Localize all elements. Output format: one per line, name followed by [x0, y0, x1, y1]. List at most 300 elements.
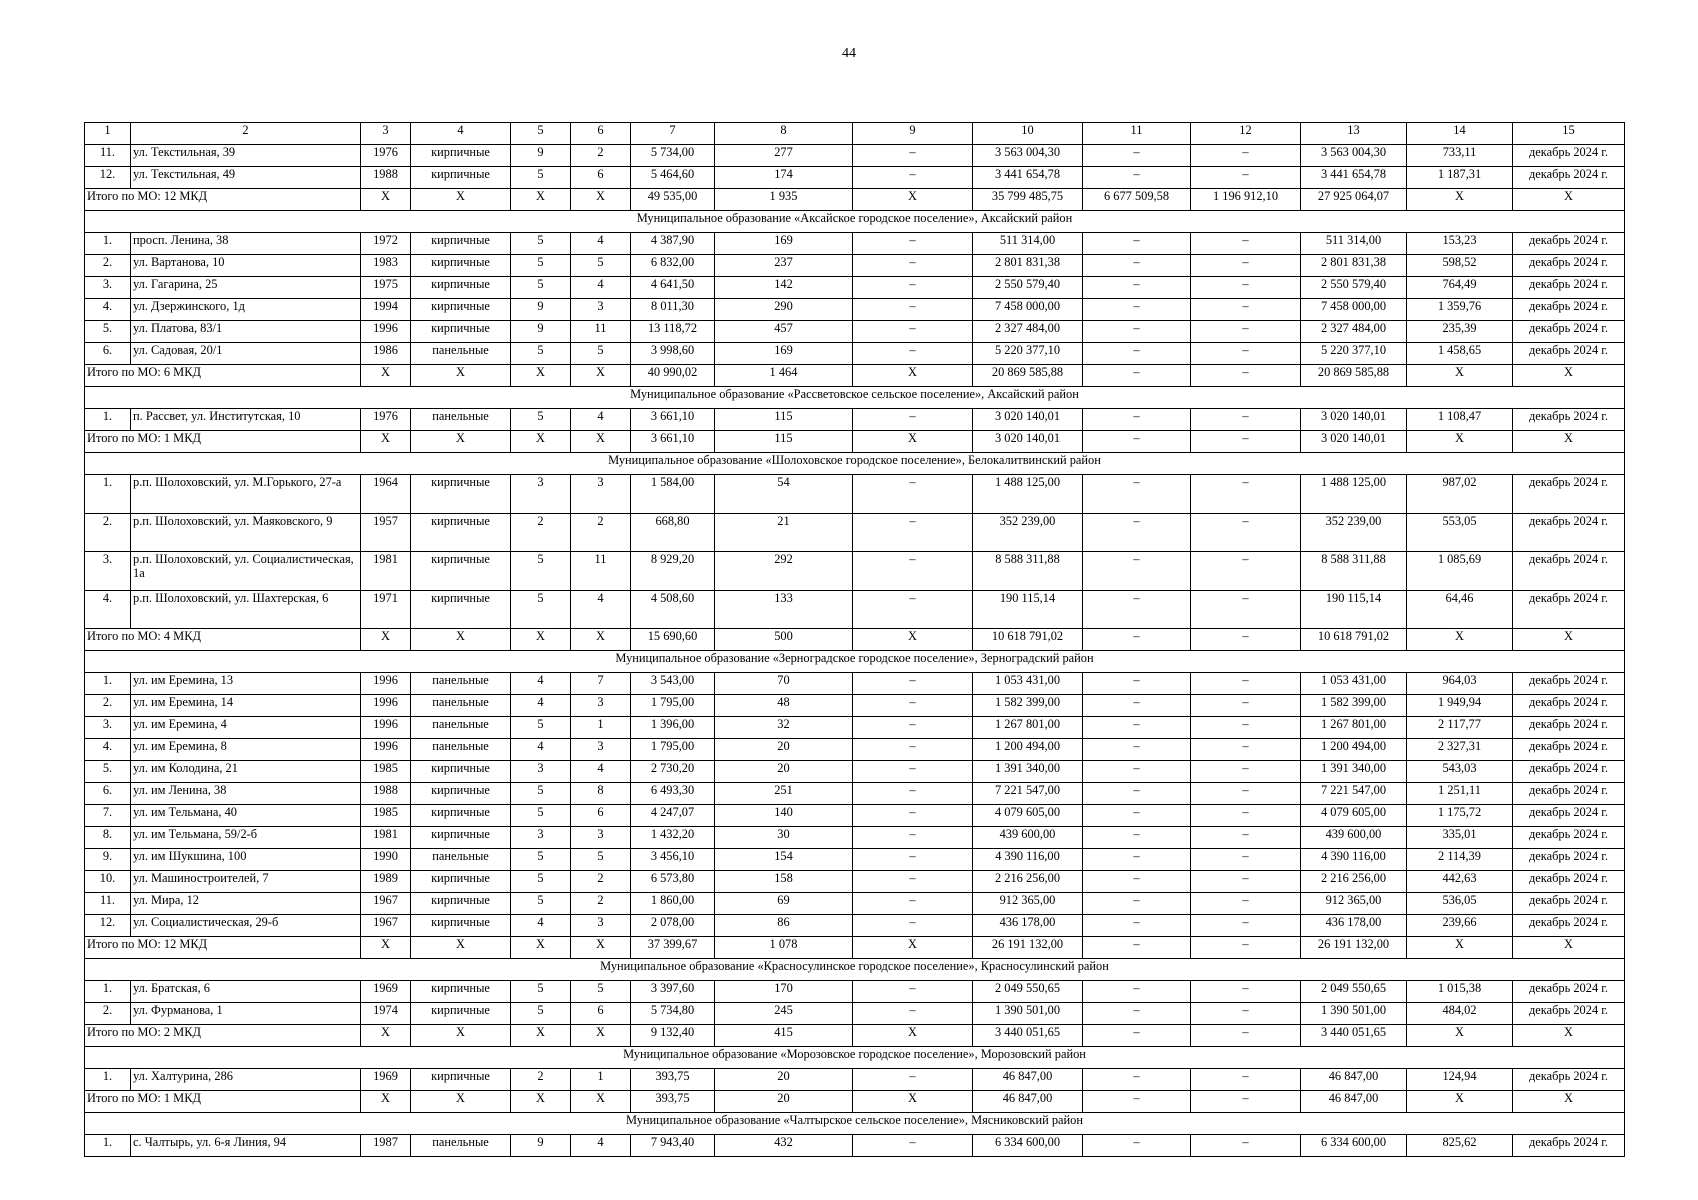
table-cell: 733,11 — [1407, 145, 1513, 167]
table-cell: 1 267 801,00 — [973, 717, 1083, 739]
table-cell: 2 216 256,00 — [973, 871, 1083, 893]
table-row — [85, 981, 1625, 1003]
total-cell: X — [853, 431, 973, 453]
table-cell: – — [1083, 1003, 1191, 1025]
address-cell: ул. им Еремина, 4 — [131, 717, 361, 739]
table-cell: декабрь 2024 г. — [1513, 321, 1625, 343]
table-cell: 3 441 654,78 — [1301, 167, 1407, 189]
table-cell: 6 573,80 — [631, 871, 715, 893]
table-cell: 5 — [511, 849, 571, 871]
table-cell: 2 550 579,40 — [973, 277, 1083, 299]
table-cell: 352 239,00 — [973, 513, 1083, 552]
column-number-cell: 2 — [131, 123, 361, 145]
table-row — [85, 739, 1625, 761]
table-cell: 5 — [571, 981, 631, 1003]
table-cell: кирпичные — [411, 513, 511, 552]
table-cell: 4 — [571, 1135, 631, 1157]
total-cell: X — [1407, 1091, 1513, 1113]
total-cell: 20 869 585,88 — [1301, 365, 1407, 387]
total-cell: 15 690,60 — [631, 629, 715, 651]
table-cell: – — [1191, 513, 1301, 552]
table-cell: панельные — [411, 695, 511, 717]
table-cell: 3 020 140,01 — [973, 409, 1083, 431]
address-cell: с. Чалтырь, ул. 6-я Линия, 94 — [131, 1135, 361, 1157]
table-cell: – — [1191, 761, 1301, 783]
total-cell: X — [411, 431, 511, 453]
table-cell: 1 795,00 — [631, 739, 715, 761]
total-cell: X — [411, 629, 511, 651]
table-cell: 1972 — [361, 233, 411, 255]
table-cell: – — [1083, 805, 1191, 827]
table-cell: 140 — [715, 805, 853, 827]
total-cell: X — [853, 1091, 973, 1113]
table-cell: – — [853, 673, 973, 695]
table-cell: декабрь 2024 г. — [1513, 1003, 1625, 1025]
table-cell: 1 — [571, 717, 631, 739]
table-cell: – — [853, 513, 973, 552]
table-cell: 1964 — [361, 475, 411, 514]
table-cell: 1969 — [361, 981, 411, 1003]
table-cell: 1 582 399,00 — [1301, 695, 1407, 717]
address-cell: ул. Мира, 12 — [131, 893, 361, 915]
table-cell: 290 — [715, 299, 853, 321]
table-cell: кирпичные — [411, 761, 511, 783]
table-cell: декабрь 2024 г. — [1513, 1135, 1625, 1157]
table-cell: – — [853, 233, 973, 255]
total-cell: – — [1191, 1025, 1301, 1047]
table-cell: 5 — [511, 343, 571, 365]
total-cell: 10 618 791,02 — [973, 629, 1083, 651]
table-cell: декабрь 2024 г. — [1513, 233, 1625, 255]
table-cell: – — [1083, 513, 1191, 552]
total-cell: 26 191 132,00 — [1301, 937, 1407, 959]
table-cell: – — [1191, 717, 1301, 739]
table-cell: панельные — [411, 739, 511, 761]
table-cell: 5 220 377,10 — [1301, 343, 1407, 365]
table-cell: 3 — [571, 827, 631, 849]
table-cell: кирпичные — [411, 915, 511, 937]
table-cell: декабрь 2024 г. — [1513, 871, 1625, 893]
table-cell: 3 563 004,30 — [1301, 145, 1407, 167]
table-cell: 1 359,76 — [1407, 299, 1513, 321]
row-number: 2. — [85, 513, 131, 552]
table-cell: – — [1083, 827, 1191, 849]
table-cell: 5 464,60 — [631, 167, 715, 189]
table-cell: декабрь 2024 г. — [1513, 717, 1625, 739]
table-cell: 4 390 116,00 — [1301, 849, 1407, 871]
table-row — [85, 552, 1625, 591]
table-cell: – — [853, 409, 973, 431]
table-cell: 1 391 340,00 — [1301, 761, 1407, 783]
table-cell: 1996 — [361, 695, 411, 717]
table-cell: 1 053 431,00 — [1301, 673, 1407, 695]
table-cell: 1 488 125,00 — [973, 475, 1083, 514]
table-cell: – — [1191, 167, 1301, 189]
table-row — [85, 717, 1625, 739]
table-cell: 1976 — [361, 409, 411, 431]
total-cell: X — [1407, 365, 1513, 387]
table-cell: – — [853, 717, 973, 739]
table-cell: 3 998,60 — [631, 343, 715, 365]
table-cell: 169 — [715, 233, 853, 255]
table-cell: 5 — [511, 783, 571, 805]
table-cell: 2 216 256,00 — [1301, 871, 1407, 893]
table-cell: – — [1083, 717, 1191, 739]
table-cell: кирпичные — [411, 277, 511, 299]
table-row — [85, 167, 1625, 189]
table-cell: декабрь 2024 г. — [1513, 277, 1625, 299]
row-number: 11. — [85, 145, 131, 167]
table-cell: – — [853, 805, 973, 827]
table-cell: 1 200 494,00 — [973, 739, 1083, 761]
table-cell: декабрь 2024 г. — [1513, 849, 1625, 871]
table-cell: 912 365,00 — [1301, 893, 1407, 915]
table-cell: 3 543,00 — [631, 673, 715, 695]
table-cell: 190 115,14 — [973, 590, 1083, 629]
row-number: 3. — [85, 717, 131, 739]
table-cell: 5 — [511, 893, 571, 915]
table-row — [85, 513, 1625, 552]
table-cell: 2 049 550,65 — [973, 981, 1083, 1003]
total-cell: X — [361, 1091, 411, 1113]
table-cell: 1957 — [361, 513, 411, 552]
table-cell: 1 085,69 — [1407, 552, 1513, 591]
total-cell: X — [361, 365, 411, 387]
table-cell: 277 — [715, 145, 853, 167]
column-number-cell: 7 — [631, 123, 715, 145]
table-cell: 9 — [511, 145, 571, 167]
address-cell: ул. Дзержинского, 1д — [131, 299, 361, 321]
table-cell: декабрь 2024 г. — [1513, 299, 1625, 321]
table-cell: 5 734,00 — [631, 145, 715, 167]
table-cell: 1988 — [361, 167, 411, 189]
table-row — [85, 277, 1625, 299]
table-row — [85, 915, 1625, 937]
table-cell: 2 — [571, 893, 631, 915]
housing-repair-table — [84, 122, 1625, 1157]
table-cell: 2 114,39 — [1407, 849, 1513, 871]
table-cell: 2 327,31 — [1407, 739, 1513, 761]
table-row — [85, 255, 1625, 277]
table-cell: – — [1083, 695, 1191, 717]
table-row — [85, 475, 1625, 514]
total-cell: X — [571, 629, 631, 651]
table-row — [85, 299, 1625, 321]
table-cell: 436 178,00 — [973, 915, 1083, 937]
table-cell: 64,46 — [1407, 590, 1513, 629]
table-cell: декабрь 2024 г. — [1513, 513, 1625, 552]
table-cell: 432 — [715, 1135, 853, 1157]
table-cell: 5 — [511, 590, 571, 629]
table-cell: – — [1083, 590, 1191, 629]
address-cell: ул. Машиностроителей, 7 — [131, 871, 361, 893]
table-cell: 3 — [511, 827, 571, 849]
table-cell: 5 734,80 — [631, 1003, 715, 1025]
table-cell: 7 221 547,00 — [973, 783, 1083, 805]
total-cell: 415 — [715, 1025, 853, 1047]
row-number: 4. — [85, 590, 131, 629]
table-row — [85, 871, 1625, 893]
address-cell: р.п. Шолоховский, ул. Шахтерская, 6 — [131, 590, 361, 629]
table-cell: 9 — [511, 299, 571, 321]
table-cell: 1975 — [361, 277, 411, 299]
table-cell: 170 — [715, 981, 853, 1003]
table-cell: 1996 — [361, 673, 411, 695]
row-number: 6. — [85, 783, 131, 805]
table-cell: 3 — [571, 695, 631, 717]
row-number: 1. — [85, 673, 131, 695]
table-cell: 764,49 — [1407, 277, 1513, 299]
table-cell: 2 730,20 — [631, 761, 715, 783]
table-cell: 5 — [511, 805, 571, 827]
total-cell: 3 440 051,65 — [973, 1025, 1083, 1047]
table-cell: 1 175,72 — [1407, 805, 1513, 827]
table-cell: – — [853, 1135, 973, 1157]
table-cell: – — [1191, 409, 1301, 431]
table-row — [85, 783, 1625, 805]
page-number: 44 — [842, 46, 856, 61]
table-cell: кирпичные — [411, 871, 511, 893]
table-cell: 511 314,00 — [1301, 233, 1407, 255]
table-cell: – — [1083, 783, 1191, 805]
total-cell: X — [1513, 431, 1625, 453]
total-cell: X — [571, 365, 631, 387]
table-cell: панельные — [411, 849, 511, 871]
table-cell: 3 661,10 — [631, 409, 715, 431]
table-cell: 6 — [571, 1003, 631, 1025]
table-row — [85, 805, 1625, 827]
table-cell: 3 020 140,01 — [1301, 409, 1407, 431]
table-cell: 1 251,11 — [1407, 783, 1513, 805]
row-number: 2. — [85, 255, 131, 277]
table-row — [85, 145, 1625, 167]
table-cell: 46 847,00 — [1301, 1069, 1407, 1091]
total-cell: 37 399,67 — [631, 937, 715, 959]
address-cell: р.п. Шолоховский, ул. Социалистическая, 1а — [131, 552, 361, 591]
section-row — [85, 1113, 1625, 1135]
total-cell: X — [361, 189, 411, 211]
table-cell: декабрь 2024 г. — [1513, 761, 1625, 783]
address-cell: просп. Ленина, 38 — [131, 233, 361, 255]
table-cell: панельные — [411, 409, 511, 431]
table-cell: 1 390 501,00 — [973, 1003, 1083, 1025]
total-cell: X — [853, 629, 973, 651]
total-cell: 46 847,00 — [973, 1091, 1083, 1113]
table-cell: 4 — [571, 409, 631, 431]
table-cell: 32 — [715, 717, 853, 739]
total-row — [85, 431, 1625, 453]
total-cell: 49 535,00 — [631, 189, 715, 211]
table-cell: кирпичные — [411, 167, 511, 189]
total-label: Итого по МО: 2 МКД — [85, 1025, 361, 1047]
table-row — [85, 1135, 1625, 1157]
total-cell: X — [411, 937, 511, 959]
table-cell: 8 929,20 — [631, 552, 715, 591]
column-number-cell: 14 — [1407, 123, 1513, 145]
total-cell: 1 464 — [715, 365, 853, 387]
table-cell: 1 949,94 — [1407, 695, 1513, 717]
table-cell: – — [1191, 475, 1301, 514]
total-cell: 20 — [715, 1091, 853, 1113]
table-cell: 1 187,31 — [1407, 167, 1513, 189]
table-cell: 1983 — [361, 255, 411, 277]
table-cell: 237 — [715, 255, 853, 277]
table-cell: 9 — [511, 1135, 571, 1157]
address-cell: ул. им Еремина, 13 — [131, 673, 361, 695]
table-cell: декабрь 2024 г. — [1513, 739, 1625, 761]
table-cell: кирпичные — [411, 893, 511, 915]
total-row — [85, 1025, 1625, 1047]
table-cell: 2 550 579,40 — [1301, 277, 1407, 299]
table-cell: – — [1083, 145, 1191, 167]
section-row — [85, 211, 1625, 233]
total-cell: 9 132,40 — [631, 1025, 715, 1047]
table-row — [85, 321, 1625, 343]
total-row — [85, 189, 1625, 211]
total-cell: X — [571, 1091, 631, 1113]
table-cell: 3 — [511, 475, 571, 514]
table-cell: панельные — [411, 343, 511, 365]
table-cell: 6 — [571, 167, 631, 189]
column-number-cell: 12 — [1191, 123, 1301, 145]
total-cell: X — [511, 189, 571, 211]
total-cell: 1 078 — [715, 937, 853, 959]
table-cell: кирпичные — [411, 1069, 511, 1091]
table-cell: – — [1191, 673, 1301, 695]
table-cell: 20 — [715, 761, 853, 783]
total-cell: – — [1191, 365, 1301, 387]
table-cell: 1 795,00 — [631, 695, 715, 717]
row-number: 1. — [85, 233, 131, 255]
table-cell: – — [1191, 981, 1301, 1003]
table-body — [85, 123, 1625, 1157]
table-cell: 964,03 — [1407, 673, 1513, 695]
table-cell: 393,75 — [631, 1069, 715, 1091]
total-cell: X — [1513, 1091, 1625, 1113]
table-cell: – — [853, 783, 973, 805]
row-number: 5. — [85, 761, 131, 783]
table-cell: 436 178,00 — [1301, 915, 1407, 937]
table-cell: 6 493,30 — [631, 783, 715, 805]
table-cell: – — [1083, 981, 1191, 1003]
table-cell: 484,02 — [1407, 1003, 1513, 1025]
table-cell: 115 — [715, 409, 853, 431]
table-cell: кирпичные — [411, 827, 511, 849]
total-label: Итого по МО: 12 МКД — [85, 189, 361, 211]
table-cell: 292 — [715, 552, 853, 591]
table-row — [85, 893, 1625, 915]
total-cell: X — [853, 189, 973, 211]
table-cell: – — [1083, 233, 1191, 255]
address-cell: ул. им Тельмана, 59/2-б — [131, 827, 361, 849]
table-cell: – — [1191, 1003, 1301, 1025]
table-cell: 124,94 — [1407, 1069, 1513, 1091]
total-cell: X — [511, 1025, 571, 1047]
table-cell: 1 582 399,00 — [973, 695, 1083, 717]
table-cell: 1971 — [361, 590, 411, 629]
table-cell: 3 — [571, 739, 631, 761]
table-cell: – — [1083, 475, 1191, 514]
address-cell: ул. им Шукшина, 100 — [131, 849, 361, 871]
column-number-cell: 15 — [1513, 123, 1625, 145]
table-cell: – — [1191, 893, 1301, 915]
table-cell: – — [1191, 871, 1301, 893]
total-cell: X — [571, 937, 631, 959]
table-cell: 6 — [571, 805, 631, 827]
table-cell: 5 — [571, 255, 631, 277]
row-number: 1. — [85, 981, 131, 1003]
table-cell: – — [1191, 805, 1301, 827]
table-cell: – — [1083, 255, 1191, 277]
table-cell: 158 — [715, 871, 853, 893]
total-label: Итого по МО: 1 МКД — [85, 431, 361, 453]
table-cell: – — [1083, 761, 1191, 783]
table-cell: – — [1083, 915, 1191, 937]
table-cell: 1 860,00 — [631, 893, 715, 915]
table-cell: 1985 — [361, 761, 411, 783]
table-cell: – — [1191, 552, 1301, 591]
table-cell: 3 397,60 — [631, 981, 715, 1003]
table-cell: 4 641,50 — [631, 277, 715, 299]
table-cell: 5 — [511, 409, 571, 431]
table-cell: 1976 — [361, 145, 411, 167]
table-row — [85, 343, 1625, 365]
table-cell: кирпичные — [411, 590, 511, 629]
table-cell: – — [1191, 1135, 1301, 1157]
row-number: 9. — [85, 849, 131, 871]
table-cell: – — [853, 299, 973, 321]
total-cell: – — [1191, 431, 1301, 453]
table-cell: 86 — [715, 915, 853, 937]
table-cell: 7 — [571, 673, 631, 695]
table-cell: – — [1083, 1069, 1191, 1091]
table-cell: 5 — [571, 849, 631, 871]
table-cell: 154 — [715, 849, 853, 871]
table-cell: декабрь 2024 г. — [1513, 590, 1625, 629]
table-cell: декабрь 2024 г. — [1513, 981, 1625, 1003]
table-cell: панельные — [411, 1135, 511, 1157]
table-cell: кирпичные — [411, 299, 511, 321]
table-cell: – — [1191, 343, 1301, 365]
table-cell: 5 — [511, 255, 571, 277]
address-cell: ул. Халтурина, 286 — [131, 1069, 361, 1091]
table-cell: 543,03 — [1407, 761, 1513, 783]
address-cell: ул. Текстильная, 39 — [131, 145, 361, 167]
total-cell: 40 990,02 — [631, 365, 715, 387]
table-cell: 5 — [511, 1003, 571, 1025]
total-label: Итого по МО: 12 МКД — [85, 937, 361, 959]
table-cell: декабрь 2024 г. — [1513, 915, 1625, 937]
table-row — [85, 409, 1625, 431]
section-title: Муниципальное образование «Аксайское городское поселение», Аксайский район — [85, 211, 1625, 233]
table-cell: 1 458,65 — [1407, 343, 1513, 365]
table-cell: 7 943,40 — [631, 1135, 715, 1157]
table-row — [85, 1003, 1625, 1025]
table-cell: – — [1191, 1069, 1301, 1091]
table-cell: 439 600,00 — [1301, 827, 1407, 849]
table-cell: – — [1083, 849, 1191, 871]
row-number: 12. — [85, 167, 131, 189]
row-number: 3. — [85, 277, 131, 299]
total-cell: X — [361, 937, 411, 959]
table-cell: – — [853, 343, 973, 365]
section-title: Муниципальное образование «Чалтырское сельское поселение», Мясниковский район — [85, 1113, 1625, 1135]
address-cell: ул. Фурманова, 1 — [131, 1003, 361, 1025]
table-cell: – — [1191, 590, 1301, 629]
table-cell: 2 078,00 — [631, 915, 715, 937]
table-cell: 2 — [571, 145, 631, 167]
table-cell: 30 — [715, 827, 853, 849]
